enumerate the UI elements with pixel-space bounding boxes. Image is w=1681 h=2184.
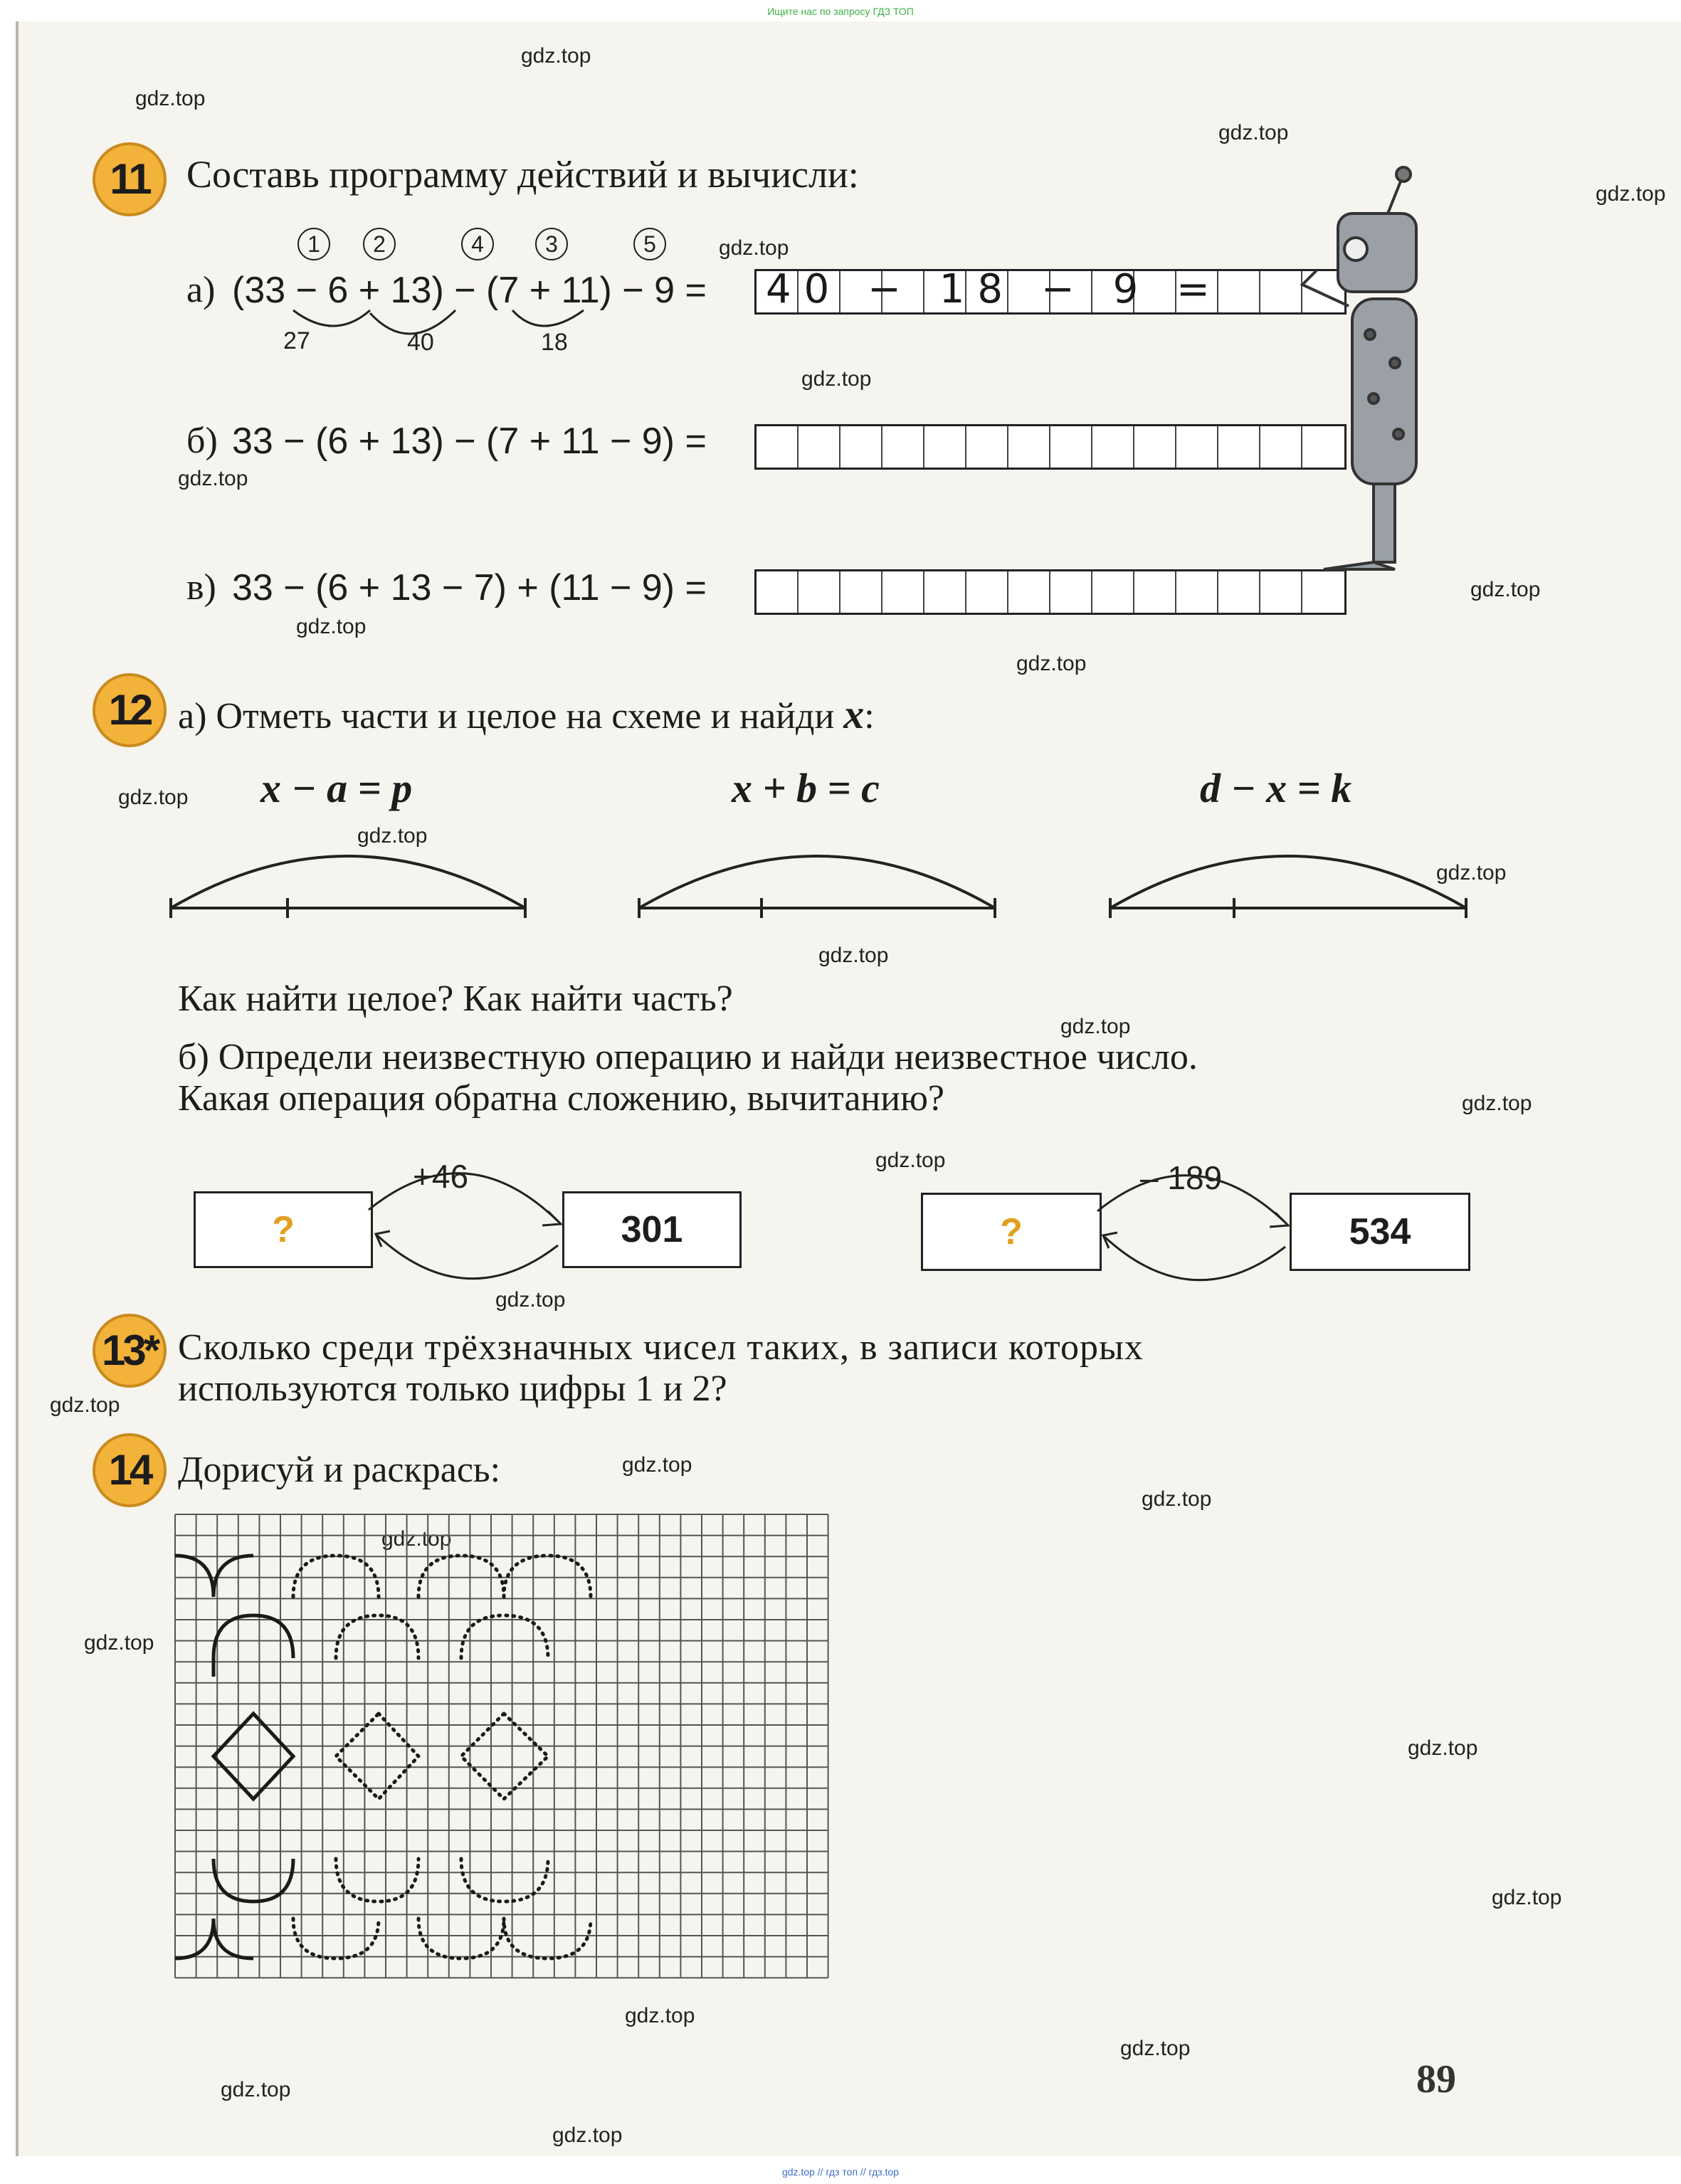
exercise-11-arcs (293, 310, 584, 334)
watermark: gdz.top (875, 1149, 946, 1172)
arc-18 (512, 310, 584, 326)
robot-antenna (1388, 178, 1402, 213)
robot-body (1352, 299, 1416, 484)
exercise-12b-line2: Какая операция обратна сложению, вычитанию? (178, 1078, 944, 1119)
watermark: gdz.top (719, 236, 789, 260)
variable-x: x (843, 691, 865, 737)
result-box-2: 534 (1290, 1193, 1470, 1271)
watermark: gdz.top (552, 2124, 623, 2147)
watermark: gdz.top (221, 2078, 291, 2101)
watermark: gdz.top (50, 1393, 120, 1417)
watermark: gdz.top (1596, 182, 1666, 206)
exercise-13-line2: используются только цифры 1 и 2? (178, 1368, 727, 1409)
robot-illustration (1302, 167, 1416, 569)
exercise-12-schemes (171, 856, 1466, 918)
exercise-14-pattern (175, 1556, 293, 1958)
subresult-18: 18 (541, 329, 568, 356)
watermark: gdz.top (521, 44, 591, 68)
watermark: gdz.top (818, 944, 889, 967)
arc-27 (293, 310, 370, 326)
scheme-arc-1 (171, 856, 525, 908)
watermark: gdz.top (1436, 861, 1507, 885)
watermark: gdz.top (178, 467, 248, 490)
watermark: gdz.top (1120, 2037, 1191, 2060)
pattern-arc (214, 1859, 293, 1901)
order-circle: 2 (363, 228, 396, 260)
handwritten-answer-a: 40 − 18 − 9 = (766, 266, 1223, 312)
order-circle: 3 (535, 228, 568, 260)
exercise-11-title: Составь программу действий и вычисли: (186, 153, 859, 196)
robot-leg (1374, 484, 1395, 562)
task-v-expression: 33 − (6 + 13 − 7) + (11 − 9) = (232, 567, 707, 608)
watermark: gdz.top (357, 824, 428, 848)
arc-40 (370, 310, 455, 334)
scheme-arc-3 (1110, 856, 1466, 908)
task-b-label: б) (186, 421, 218, 461)
order-circle: 1 (297, 228, 330, 260)
watermark: gdz.top (1462, 1092, 1532, 1115)
pattern-arc (214, 1919, 253, 1958)
task-b-expression: 33 − (6 + 13) − (7 + 11 − 9) = (232, 421, 707, 462)
top-note: Ищите нас по запросу ГДЗ ТОП (767, 6, 914, 17)
operation-label-1: +46 (413, 1158, 469, 1195)
question-mark: ? (272, 1209, 295, 1250)
exercise-12b-arrows (369, 1173, 1288, 1280)
pattern-diamond (214, 1714, 293, 1799)
watermark: gdz.top (1016, 652, 1087, 675)
pattern-arc (175, 1919, 214, 1958)
pattern-arc (214, 1615, 293, 1658)
watermark: gdz.top (1408, 1736, 1478, 1760)
watermark: gdz.top (622, 1453, 692, 1477)
page-number: 89 (1416, 2057, 1456, 2101)
watermark: gdz.top (625, 2004, 695, 2027)
exercise-12a-prompt: а) Отметь части и целое на схеме и найди (178, 696, 835, 737)
exercise-14-badge: 14 (93, 1433, 167, 1507)
task-v-label: в) (186, 567, 216, 608)
order-circle: 5 (633, 228, 666, 260)
task-a-expression: (33 − 6 + 13) − (7 + 11) − 9 = (232, 270, 707, 311)
bottom-note: gdz.top // гдз топ // гдз.top (781, 2166, 900, 2178)
watermark: gdz.top (296, 615, 367, 638)
scheme-arc-2 (639, 856, 995, 908)
watermark: gdz.top (1142, 1487, 1212, 1511)
backward-arrow-1 (377, 1235, 558, 1279)
question-mark: ? (1000, 1211, 1023, 1252)
exercise-13-line1: Сколько среди трёхзначных чисел таких, в записи которых (178, 1327, 1144, 1368)
colon: : (864, 696, 875, 737)
question-whole-part: Как найти целое? Как найти часть? (178, 978, 733, 1019)
forward-arrow-1 (369, 1173, 558, 1221)
pattern-arc (175, 1556, 214, 1597)
robot-eye (1344, 238, 1367, 260)
pattern-arc (214, 1556, 253, 1597)
task-a-label: а) (186, 270, 216, 310)
subresult-40: 40 (407, 329, 434, 356)
operation-label-2: – 189 (1140, 1159, 1223, 1196)
watermark: gdz.top (381, 1527, 452, 1551)
exercise-13-badge: 13* (93, 1314, 167, 1388)
exercise-11-badge: 11 (93, 142, 167, 216)
watermark: gdz.top (495, 1288, 566, 1312)
exercise-14-dotted-pattern (293, 1556, 591, 1958)
result-box-1: 301 (562, 1191, 742, 1268)
watermark: gdz.top (1492, 1886, 1562, 1909)
watermark: gdz.top (84, 1631, 154, 1655)
subresult-27: 27 (283, 327, 310, 354)
exercise-12-badge: 12 (93, 673, 167, 747)
forward-arrow-2 (1097, 1176, 1285, 1223)
backward-arrow-2 (1105, 1237, 1285, 1280)
order-circle: 4 (461, 228, 494, 260)
exercise-12b-line1: б) Определи неизвестную операцию и найди неизвестное число. (178, 1037, 1198, 1077)
equation-1: x − a = p (260, 765, 413, 811)
watermark: gdz.top (1470, 578, 1541, 601)
watermark: gdz.top (135, 87, 206, 110)
watermark: gdz.top (1060, 1015, 1131, 1038)
watermark: gdz.top (801, 367, 872, 391)
equation-2: x + b = c (732, 765, 880, 811)
watermark: gdz.top (118, 786, 189, 809)
watermark: gdz.top (1218, 121, 1289, 144)
exercise-14-title: Дорисуй и раскрась: (178, 1450, 501, 1490)
equation-3: d − x = k (1200, 765, 1352, 811)
